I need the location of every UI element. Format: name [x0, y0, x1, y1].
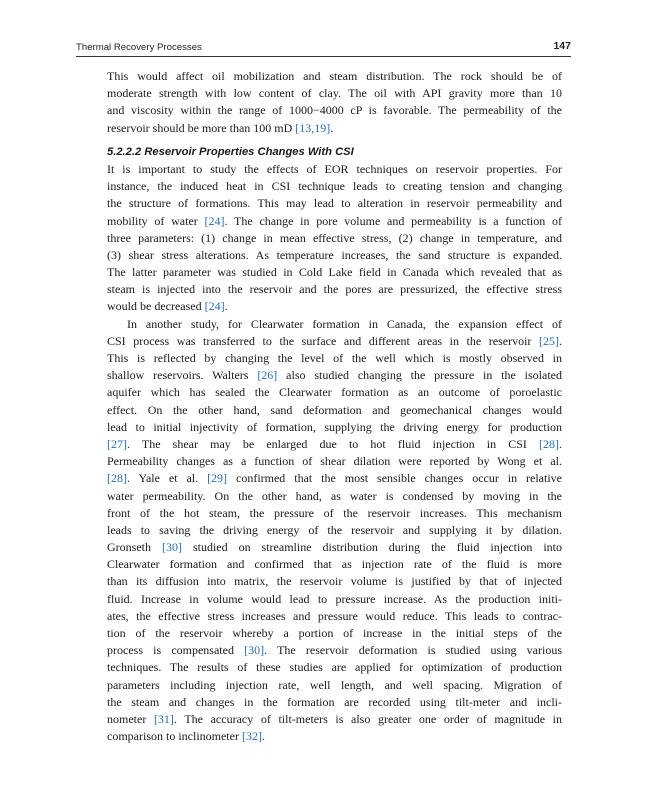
text-line: [107, 539, 562, 556]
text-run: .: [224, 299, 228, 314]
text-run: .: [559, 436, 562, 451]
text-line: [107, 316, 562, 333]
text-line: [107, 120, 562, 137]
text-run: This is reflected by changing the level of the well which is mostly observed in: [107, 351, 562, 365]
text-line: [107, 367, 562, 384]
citation-link[interactable]: [30]: [244, 643, 265, 658]
text-run: and viscosity within the range of 1000−4000 cP is favorable. The permeability of the: [107, 103, 562, 118]
text-run: lead to initial injectivity of formation, supplying the driving energy for production: [107, 419, 562, 434]
text-line: [107, 178, 562, 195]
text-line: [107, 230, 562, 247]
text-line: [107, 384, 562, 401]
text-run: process is compensated: [107, 643, 245, 658]
text-run: moderate strength with low content of clay. The oil with API gravity more than 10: [107, 86, 562, 101]
text-run: . The accuracy of tilt-meters is also greater one order of magnitude in: [173, 711, 562, 726]
text-run: effect. On the other hand, sand deformation and geomechanical changes would: [107, 402, 562, 417]
text-line: [107, 694, 562, 711]
text-run: parameters including injection rate, well length, and well spacing. Migration of: [107, 677, 562, 692]
text-line: [107, 161, 562, 178]
text-run: front of the hot steam, the pressure of the reservoir increases. This mechanism: [107, 505, 562, 520]
text-run: water permeability. On the other hand, as water is condensed by moving in the: [107, 488, 562, 503]
text-line: [107, 85, 562, 102]
text-line: [107, 522, 562, 539]
text-run: . The shear may be enlarged due to hot fluid injection in CSI: [127, 436, 539, 451]
text-run: This would affect oil mobilization and steam distribution. The rock should be of: [107, 69, 562, 83]
text-run: .: [330, 120, 334, 135]
text-run: leads to saving the driving energy of the reservoir and supplying it by dilation.: [107, 522, 562, 537]
text-run: the steam and changes in the formation are recorded using tilt-meter and incli-: [107, 694, 562, 709]
text-run: . Yale et al.: [127, 471, 208, 486]
text-line: [107, 488, 562, 505]
text-run: mobility of water: [107, 213, 205, 228]
text-run: techniques. The results of these studies are applied for optimization of production: [107, 660, 562, 675]
text-line: [107, 659, 562, 676]
header-rule: [76, 56, 571, 57]
text-run: shallow reservoirs. Walters: [107, 368, 258, 383]
text-line: [107, 436, 562, 453]
text-line: [107, 102, 562, 119]
citation-link[interactable]: [30]: [161, 540, 182, 555]
text-line: [107, 642, 562, 659]
text-line: [107, 556, 562, 573]
text-run: instance, the induced heat in CSI technique leads to creating tension and changing: [107, 179, 562, 194]
citation-link[interactable]: [32]: [241, 729, 262, 744]
text-line: [107, 213, 562, 230]
text-run: the structure of formations. This may lead to alteration in reservoir permeability and: [107, 196, 562, 211]
section-heading: 5.2.2.2 Reservoir Properties Changes With CSI: [107, 145, 354, 158]
text-line: [107, 350, 562, 367]
citation-link[interactable]: [29]: [207, 471, 228, 486]
text-line: [107, 711, 562, 728]
text-run: .: [261, 729, 265, 744]
text-run: . The change in pore volume and permeability is a function of: [224, 213, 562, 228]
text-run: CSI process was transferred to the surface and different areas in the reservoir: [107, 333, 539, 348]
text-run: confirmed that the most sensible changes occur in relative: [227, 471, 563, 486]
text-line: [107, 677, 562, 694]
text-line: [107, 505, 562, 522]
text-run: Gronseth: [107, 540, 162, 555]
text-line: [107, 247, 562, 264]
text-run: It is important to study the effects of EOR techniques on reservoir properties. For: [107, 161, 562, 176]
text-run: fluid. Increase in volume would lead to pressure increase. As the production initi-: [107, 591, 562, 606]
text-run: nometer: [107, 711, 154, 726]
text-run: than its diffusion into matrix, the reservoir volume is justified by that of injected: [107, 574, 562, 589]
section-title: Thermal Recovery Processes: [76, 42, 202, 53]
citation-link[interactable]: [25]: [539, 333, 559, 348]
citation-link[interactable]: [13,19]: [295, 120, 331, 135]
citation-link[interactable]: [24]: [204, 213, 225, 228]
text-run: (3) shear stress alterations. As temperature increases, the sand structure is expanded.: [107, 247, 562, 262]
text-line: [107, 281, 562, 298]
text-run: reservoir should be more than 100 mD: [107, 120, 296, 135]
citation-link[interactable]: [24]: [204, 299, 225, 314]
text-run: studied on streamline distribution during the fluid injection into: [181, 540, 562, 555]
paragraph-2: [107, 161, 562, 316]
text-run: three parameters: (1) change in mean effective stress, (2) change in temperature, and: [107, 230, 562, 245]
text-line: [107, 573, 562, 590]
text-run: .: [559, 333, 562, 348]
text-run: would be decreased: [107, 299, 205, 314]
paragraph-3: [107, 316, 562, 746]
running-head: [76, 40, 571, 56]
text-line: [107, 470, 562, 487]
text-line: [107, 195, 562, 212]
text-line: [107, 728, 562, 745]
text-line: [107, 419, 562, 436]
text-run: also studied changing the pressure in the isolated: [277, 368, 562, 383]
text-run: Permeability changes as a function of shear dilation were reported by Wong et al.: [107, 454, 562, 469]
text-run: In another study, for Clearwater formation in Canada, the expansion effect of: [127, 316, 562, 331]
citation-link[interactable]: [31]: [153, 711, 174, 726]
text-line: [107, 453, 562, 470]
text-line: [107, 333, 562, 350]
text-run: aquifer which has sealed the Clearwater formation as an outcome of poroelastic: [107, 385, 562, 400]
text-line: [107, 264, 562, 281]
text-line: [107, 402, 562, 419]
text-run: The latter parameter was studied in Cold Lake field in Canada which revealed that as: [107, 265, 562, 280]
body-text: [107, 68, 562, 745]
page-number: 147: [553, 40, 571, 52]
citation-link[interactable]: [27]: [107, 436, 127, 451]
citation-link[interactable]: [26]: [257, 368, 278, 383]
text-run: comparison to inclinometer: [107, 729, 242, 744]
citation-link[interactable]: [28]: [539, 436, 559, 451]
text-line: [107, 298, 562, 315]
text-line: [107, 68, 562, 85]
text-run: ates, the effective stress increases and pressure would reduce. This leads to contrac-: [107, 608, 562, 623]
text-run: tion of the reservoir whereby a portion of increase in the initial steps of the: [107, 626, 562, 640]
paragraph-1: [107, 68, 562, 137]
text-line: [107, 625, 562, 642]
text-line: [107, 608, 562, 625]
text-run: Clearwater formation and confirmed that as injection rate of the fluid is more: [107, 557, 562, 572]
text-run: steam is injected into the reservoir and the pores are pressurized, the effective stress: [107, 282, 562, 297]
text-line: [107, 591, 562, 608]
citation-link[interactable]: [28]: [107, 471, 127, 486]
text-run: . The reservoir deformation is studied using various: [264, 643, 562, 658]
